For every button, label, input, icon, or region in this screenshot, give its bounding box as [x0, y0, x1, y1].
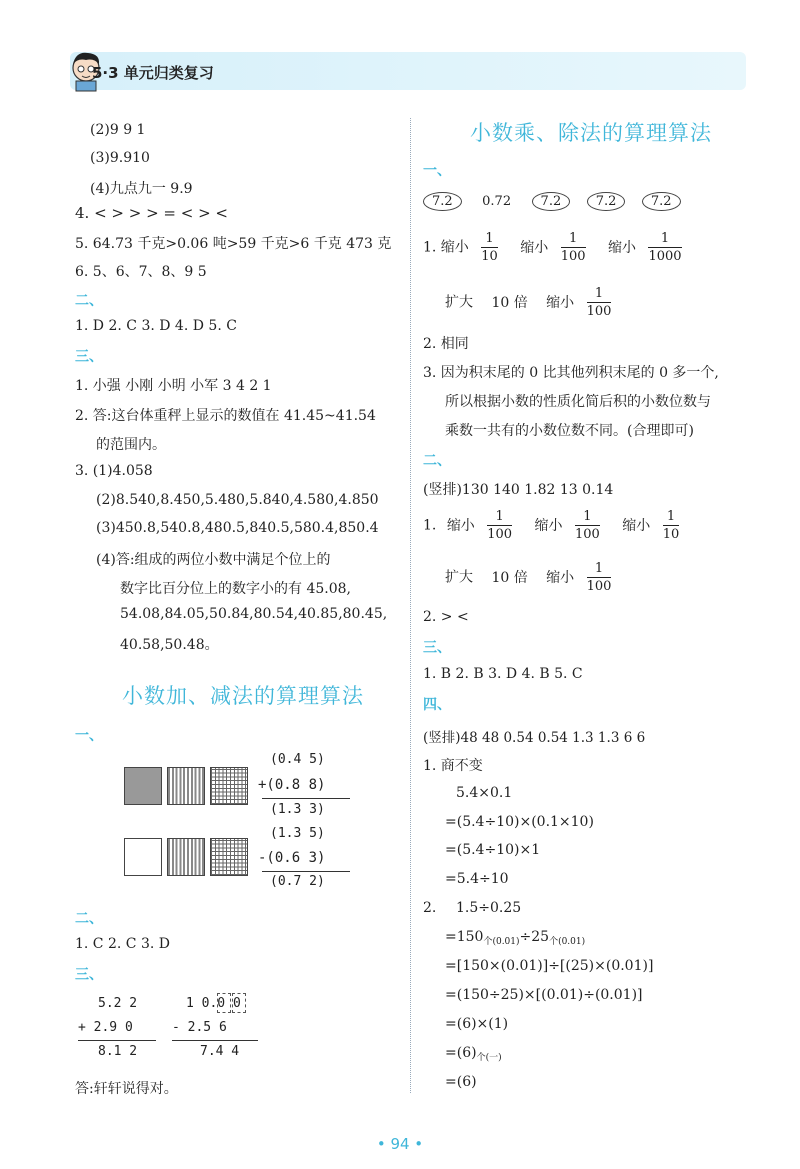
left-sec3-label: 三、 — [75, 349, 103, 365]
right-q41: 1. 商不变 — [423, 758, 483, 774]
q42-step-1: $=150_{个(0.01)}\div 25_{个(0.01)}$ — [445, 929, 586, 947]
calc1-rule — [262, 798, 350, 799]
left-sec2-answers: 1. D 2. C 3. D 4. D 5. C — [75, 318, 237, 334]
vert-a-line-2: + 2.9 0 — [78, 1020, 133, 1035]
left-sec3-line-4: 3. (1)4.058 — [75, 463, 153, 479]
left-sub2-answers: 1. C 2. C 3. D — [75, 936, 170, 952]
q1b-expand: 扩大 — [445, 294, 473, 311]
q1b-times: 10 倍 — [491, 294, 528, 311]
right-q3-line-2: 所以根据小数的性质化简后积的小数位数与 — [445, 394, 711, 410]
column-divider — [410, 118, 411, 1093]
header-title: 5·3 单元归类复习 — [92, 64, 214, 82]
q1-shrink-1: 1. 缩小 — [423, 239, 469, 256]
right-sub4-label: 四、 — [423, 697, 451, 713]
q1-shrink-3: 缩小 — [608, 239, 636, 256]
left-sub1-label: 一、 — [75, 728, 103, 744]
right-sub2-label: 二、 — [423, 453, 451, 469]
left-line-5: 5. 64.73 千克>0.06 吨>59 千克>6 千克 473 克 — [75, 236, 392, 252]
left-line-3: (4)九点九一 9.9 — [90, 181, 193, 197]
q41-step-1: 5.4×0.1 — [456, 785, 513, 801]
grid-square-hundredths-1 — [210, 767, 248, 805]
grid-square-hundredths-2 — [210, 838, 248, 876]
grid-square-tenths-2 — [167, 838, 205, 876]
calc2-line-2: -(0.6 3) — [258, 850, 326, 866]
q1b-frac: $\frac{1}{100}$ — [586, 286, 612, 319]
q1-frac-2: $\frac{1}{100}$ — [560, 231, 586, 264]
grid-square-tenths-1 — [167, 767, 205, 805]
right-q42-num: 2. — [423, 900, 437, 916]
calc2-rule — [262, 871, 350, 872]
right-vertical-row: (竖排)130 140 1.82 13 0.14 — [423, 482, 614, 498]
q42-step-2: =[150×(0.01)]÷[(25)×(0.01)] — [445, 958, 654, 974]
q21b-shrink: 缩小 — [546, 569, 575, 586]
q21-shrink-3: 缩小 — [622, 517, 651, 534]
right-sub3-label: 三、 — [423, 640, 451, 656]
right-q3-line-3: 乘数一共有的小数位数不同。(合理即可) — [445, 423, 694, 439]
right-q21b-row — [445, 560, 619, 595]
calc1-line-2: +(0.8 8) — [258, 777, 326, 793]
right-q1-row — [423, 230, 690, 265]
vert-b-line-2: - 2.5 6 — [172, 1020, 227, 1035]
vert-b-line-3: 7.4 4 — [200, 1044, 240, 1059]
right-sub3-answers: 1. B 2. B 3. D 4. B 5. C — [423, 666, 583, 682]
left-sub3-label: 三、 — [75, 967, 103, 983]
left-sec2-label: 二、 — [75, 293, 103, 309]
left-sec3-line-2: 2. 答:这台体重秤上显示的数值在 41.45~41.54 — [75, 408, 376, 424]
q41-step-2: =(5.4÷10)×(0.1×10) — [445, 814, 594, 830]
oval-value-1: 7.2 — [423, 192, 462, 211]
vert-a-line-1: 5.2 2 — [98, 996, 138, 1011]
right-q3-line-1: 3. 因为积末尾的 0 比其他列积末尾的 0 多一个, — [423, 365, 719, 381]
right-q22: 2. > < — [423, 609, 469, 625]
plain-value-2: 0.72 — [482, 194, 512, 209]
q42-step-4: =(6)×(1) — [445, 1016, 509, 1032]
q21-shrink-2: 缩小 — [534, 517, 563, 534]
page-number: • 94 • — [376, 1135, 424, 1153]
right-q2: 2. 相同 — [423, 336, 469, 352]
q1-frac-3: $\frac{1}{1000}$ — [648, 231, 682, 264]
calc2-line-3: (0.7 2) — [270, 874, 325, 889]
left-line-6: 6. 5、6、7、8、9 5 — [75, 264, 207, 280]
grid-square-full-1 — [124, 767, 162, 805]
vert-b-borrow-box-1 — [217, 993, 231, 1013]
left-line-2: (3)9.910 — [90, 150, 150, 166]
q1-shrink-2: 缩小 — [520, 239, 549, 256]
right-oval-row — [423, 192, 693, 211]
left-section-title: 小数加、减法的算理算法 — [122, 684, 364, 708]
vert-b-line-1: 1 0.0 0 — [186, 996, 241, 1011]
q42-step-6: =(6) — [445, 1074, 477, 1090]
q21-shrink-1: 缩小 — [446, 517, 475, 534]
q21b-frac: $\frac{1}{100}$ — [586, 561, 612, 594]
q21-frac-2: $\frac{1}{100}$ — [575, 509, 600, 542]
q41-step-4: =5.4÷10 — [445, 871, 509, 887]
q21-frac-3: $\frac{1}{10}$ — [662, 509, 680, 542]
right-section-title: 小数乘、除法的算理算法 — [470, 121, 712, 145]
calc1-line-1: (0.4 5) — [270, 752, 325, 767]
q42-step-0: 1.5÷0.25 — [456, 900, 522, 916]
vert-a-rule — [78, 1040, 156, 1041]
q42-step-5: $=(6)_{个(一)}$ — [445, 1045, 502, 1063]
q41-step-3: =(5.4÷10)×1 — [445, 842, 541, 858]
oval-value-5: 7.2 — [642, 192, 681, 211]
q1b-shrink: 缩小 — [546, 294, 575, 311]
q21-frac-1: $\frac{1}{100}$ — [487, 509, 513, 542]
calc1-line-3: (1.3 3) — [270, 802, 325, 817]
oval-value-3: 7.2 — [532, 192, 571, 211]
q21-num: 1. — [423, 517, 437, 534]
vert-b-borrow-box-2 — [232, 993, 246, 1013]
left-sec3-line-1: 1. 小强 小刚 小明 小军 3 4 2 1 — [75, 378, 272, 394]
vert-a-line-3: 8.1 2 — [98, 1044, 138, 1059]
left-sec3-line-5: (2)8.540,8.450,5.480,5.840,4.580,4.850 — [96, 492, 379, 508]
q21b-times: 10 倍 — [491, 569, 528, 586]
left-sec3-line-9: 54.08,84.05,50.84,80.54,40.85,80.45, — [120, 606, 388, 622]
left-sec3-line-6: (3)450.8,540.8,480.5,840.5,580.4,850.4 — [96, 520, 379, 536]
calc2-line-1: (1.3 5) — [270, 826, 325, 841]
left-conclusion: 答:轩轩说得对。 — [75, 1081, 178, 1097]
vert-b-rule — [172, 1040, 258, 1041]
left-sec3-line-8: 数字比百分位上的数字小的有 45.08, — [120, 581, 351, 597]
grid-square-full-2 — [124, 838, 162, 876]
right-q21-row — [423, 508, 687, 543]
right-vertical-row2: (竖排)48 48 0.54 0.54 1.3 1.3 6 6 — [423, 730, 646, 746]
left-sec3-line-10: 40.58,50.48。 — [120, 637, 219, 653]
left-sub2-label: 二、 — [75, 911, 103, 927]
oval-value-4: 7.2 — [587, 192, 626, 211]
left-sec3-line-7: (4)答:组成的两位小数中满足个位上的 — [96, 552, 331, 568]
right-q1b-row — [445, 285, 619, 320]
q21b-expand: 扩大 — [445, 569, 473, 586]
left-sec3-line-3: 的范围内。 — [96, 437, 166, 453]
q42-step-3: =(150÷25)×[(0.01)÷(0.01)] — [445, 987, 643, 1003]
left-line-1: (2)9 9 1 — [90, 122, 146, 138]
left-line-4: 4. < > > > = < > < — [75, 204, 229, 222]
right-sub1-label: 一、 — [423, 163, 451, 179]
q1-frac-1: $\frac{1}{10}$ — [481, 231, 498, 264]
